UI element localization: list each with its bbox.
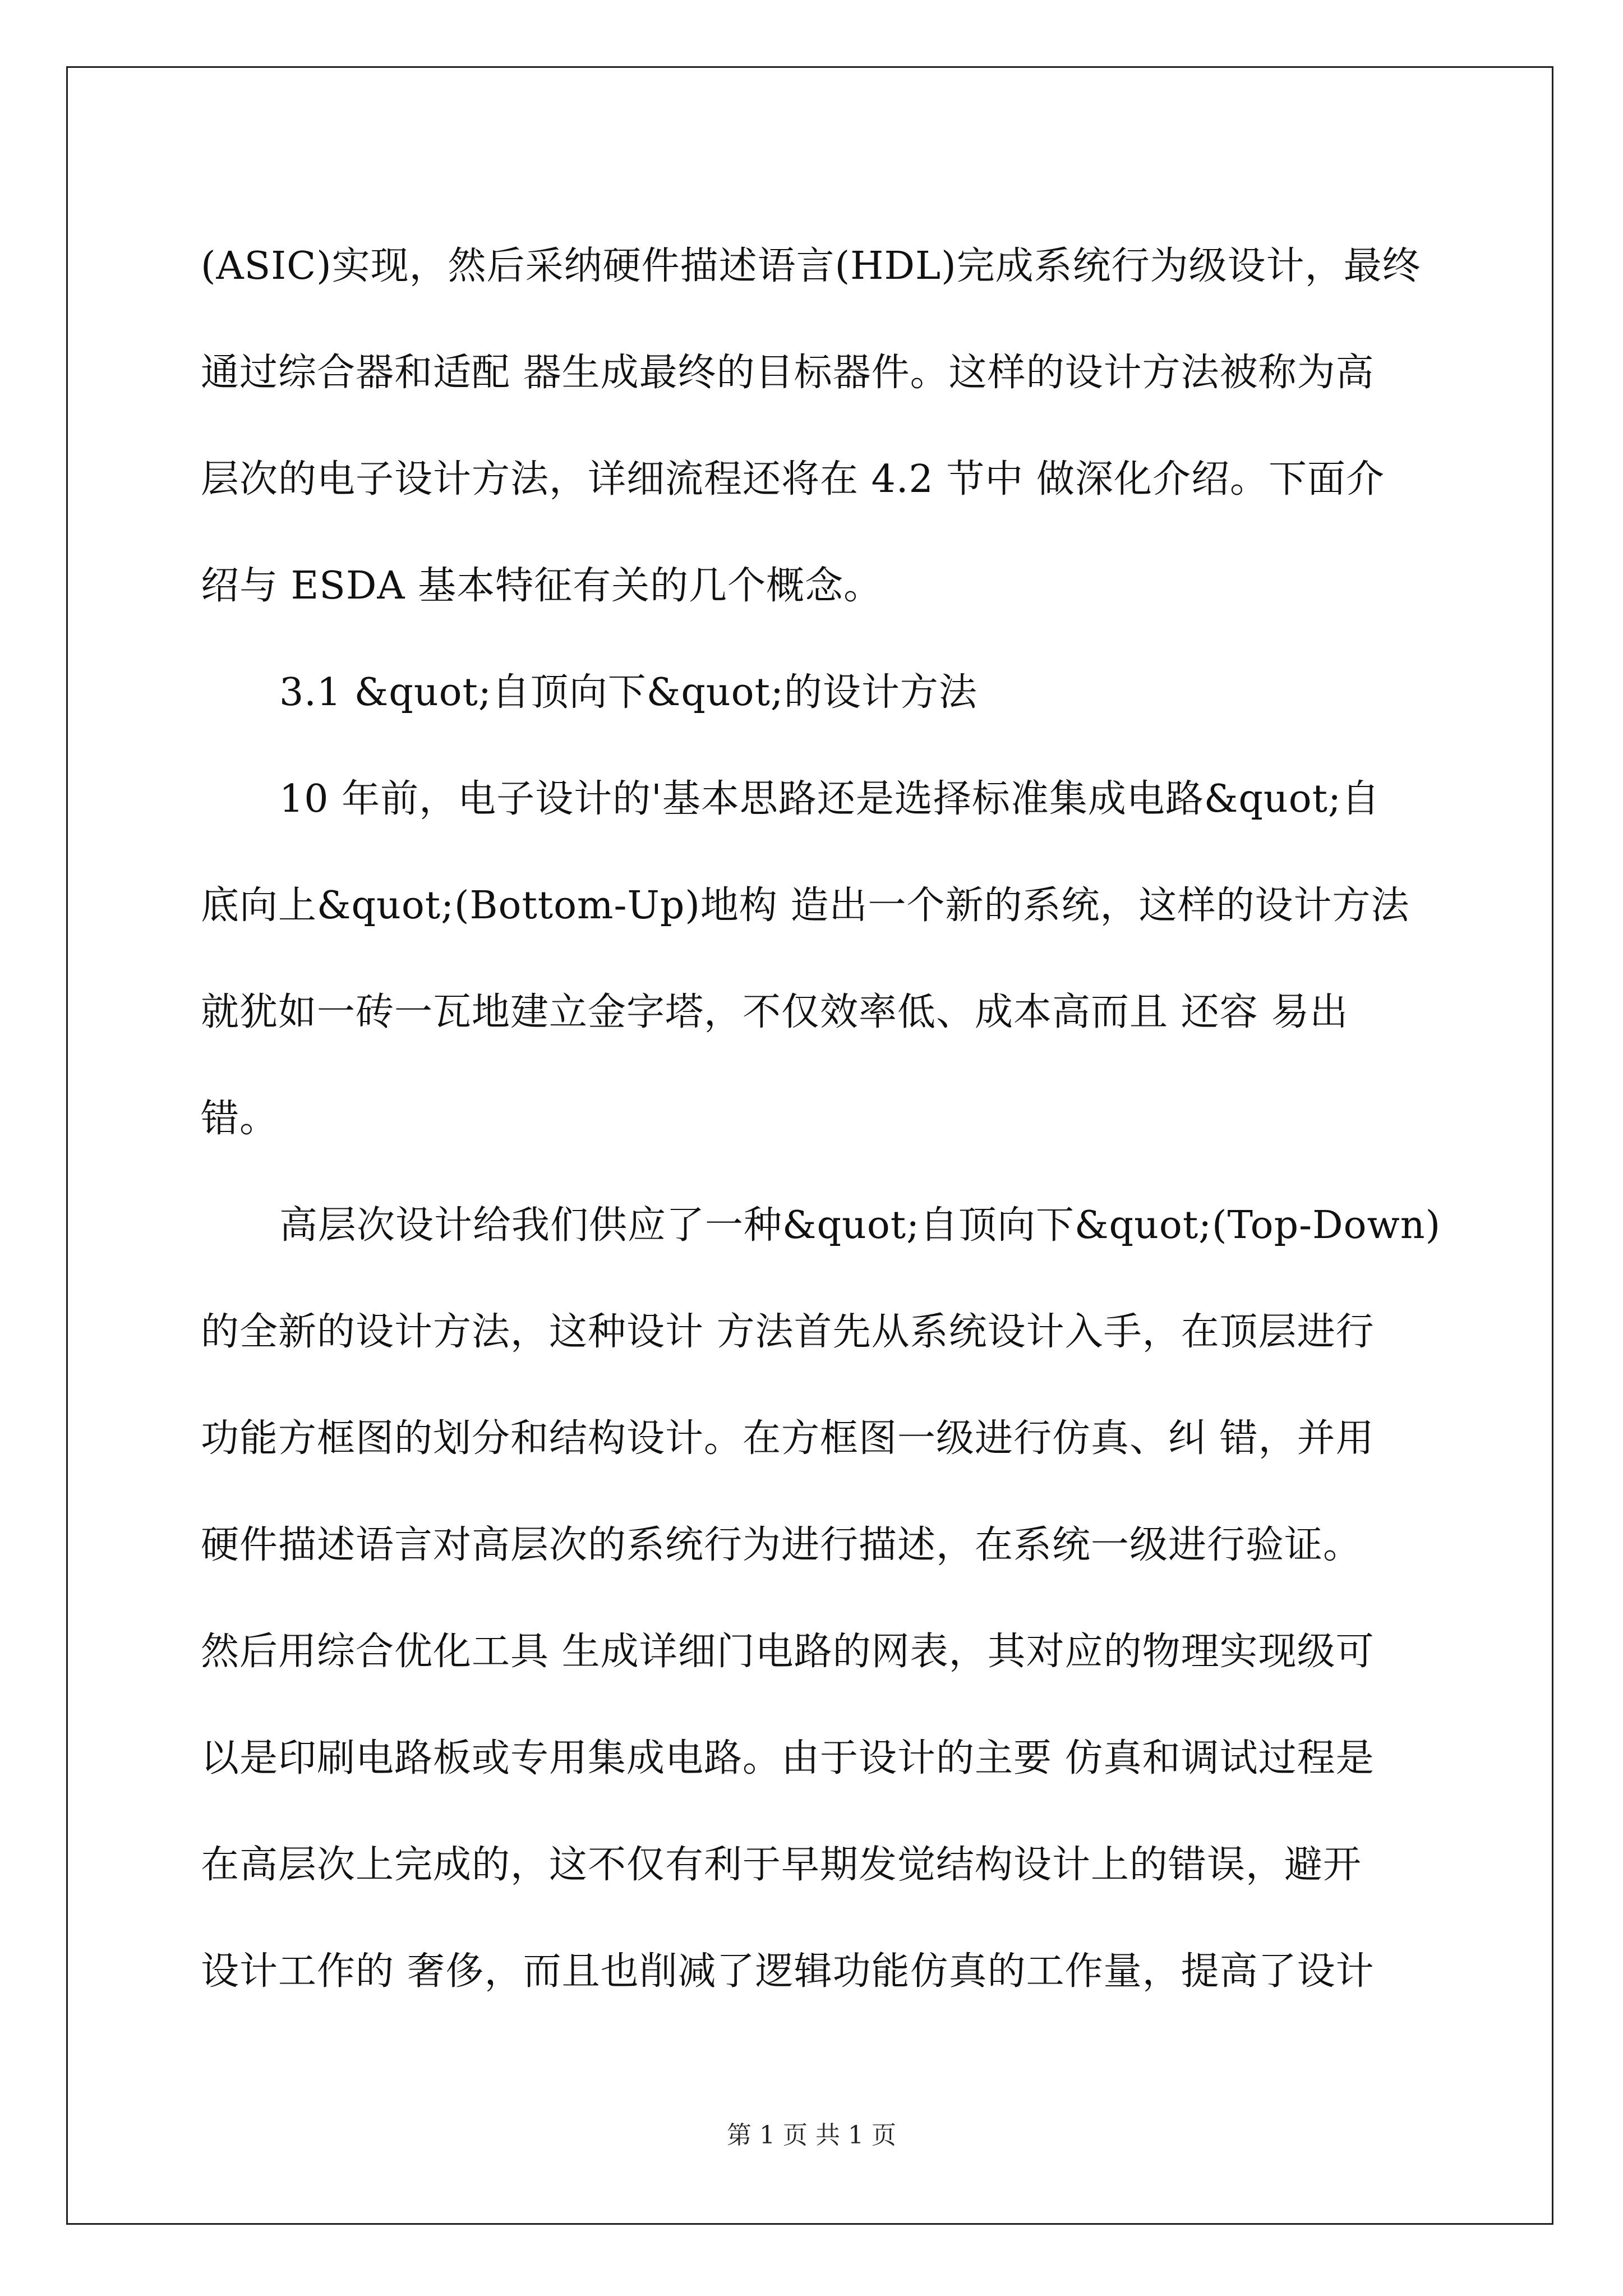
text-line: 以是印刷电路板或专用集成电路。由于设计的主要 仿真和调试过程是 — [201, 1736, 1375, 1780]
text-line: 10 年前，电子设计的'基本思路还是选择标准集成电路&quot;自 — [279, 777, 1380, 821]
text-line: 在高层次上完成的，这不仅有利于早期发觉结构设计上的错误，避开 — [201, 1843, 1362, 1887]
text-line: 层次的电子设计方法，详细流程还将在 4.2 节中 做深化介绍。下面介 — [201, 457, 1385, 501]
text-line: 通过综合器和适配 器生成最终的目标器件。这样的设计方法被称为高 — [201, 351, 1375, 395]
document-body — [201, 213, 1441, 2025]
text-line: 然后用综合优化工具 生成详细门电路的网表，其对应的物理实现级可 — [201, 1630, 1375, 1674]
text-line: 的全新的设计方法，这种设计 方法首先从系统设计入手，在顶层进行 — [201, 1310, 1375, 1354]
text-line: 高层次设计给我们供应了一种&quot;自顶向下&quot;(Top-Down) — [279, 1203, 1441, 1248]
text-line: 就犹如一砖一瓦地建立金字塔，不仅效率低、成本高而且 还容 易出 — [201, 990, 1349, 1034]
section-heading: 3.1 &quot;自顶向下&quot;的设计方法 — [279, 670, 978, 715]
text-line: 硬件描述语言对高层次的系统行为进行描述，在系统一级进行验证。 — [201, 1523, 1362, 1567]
text-line: 底向上&quot;(Bottom-Up)地构 造出一个新的系统，这样的设计方法 — [201, 884, 1410, 928]
text-line: 功能方框图的划分和结构设计。在方框图一级进行仿真、纠 错，并用 — [201, 1416, 1375, 1461]
page-footer: 第 1 页 共 1 页 — [727, 2121, 896, 2150]
text-line: 设计工作的 奢侈，而且也削减了逻辑功能仿真的工作量，提高了设计 — [201, 1949, 1375, 1994]
text-line: 错。 — [201, 1097, 279, 1141]
text-line: (ASIC)实现，然后采纳硬件描述语言(HDL)完成系统行为级设计，最终 — [201, 244, 1421, 288]
text-line: 绍与 ESDA 基本特征有关的几个概念。 — [201, 564, 883, 608]
